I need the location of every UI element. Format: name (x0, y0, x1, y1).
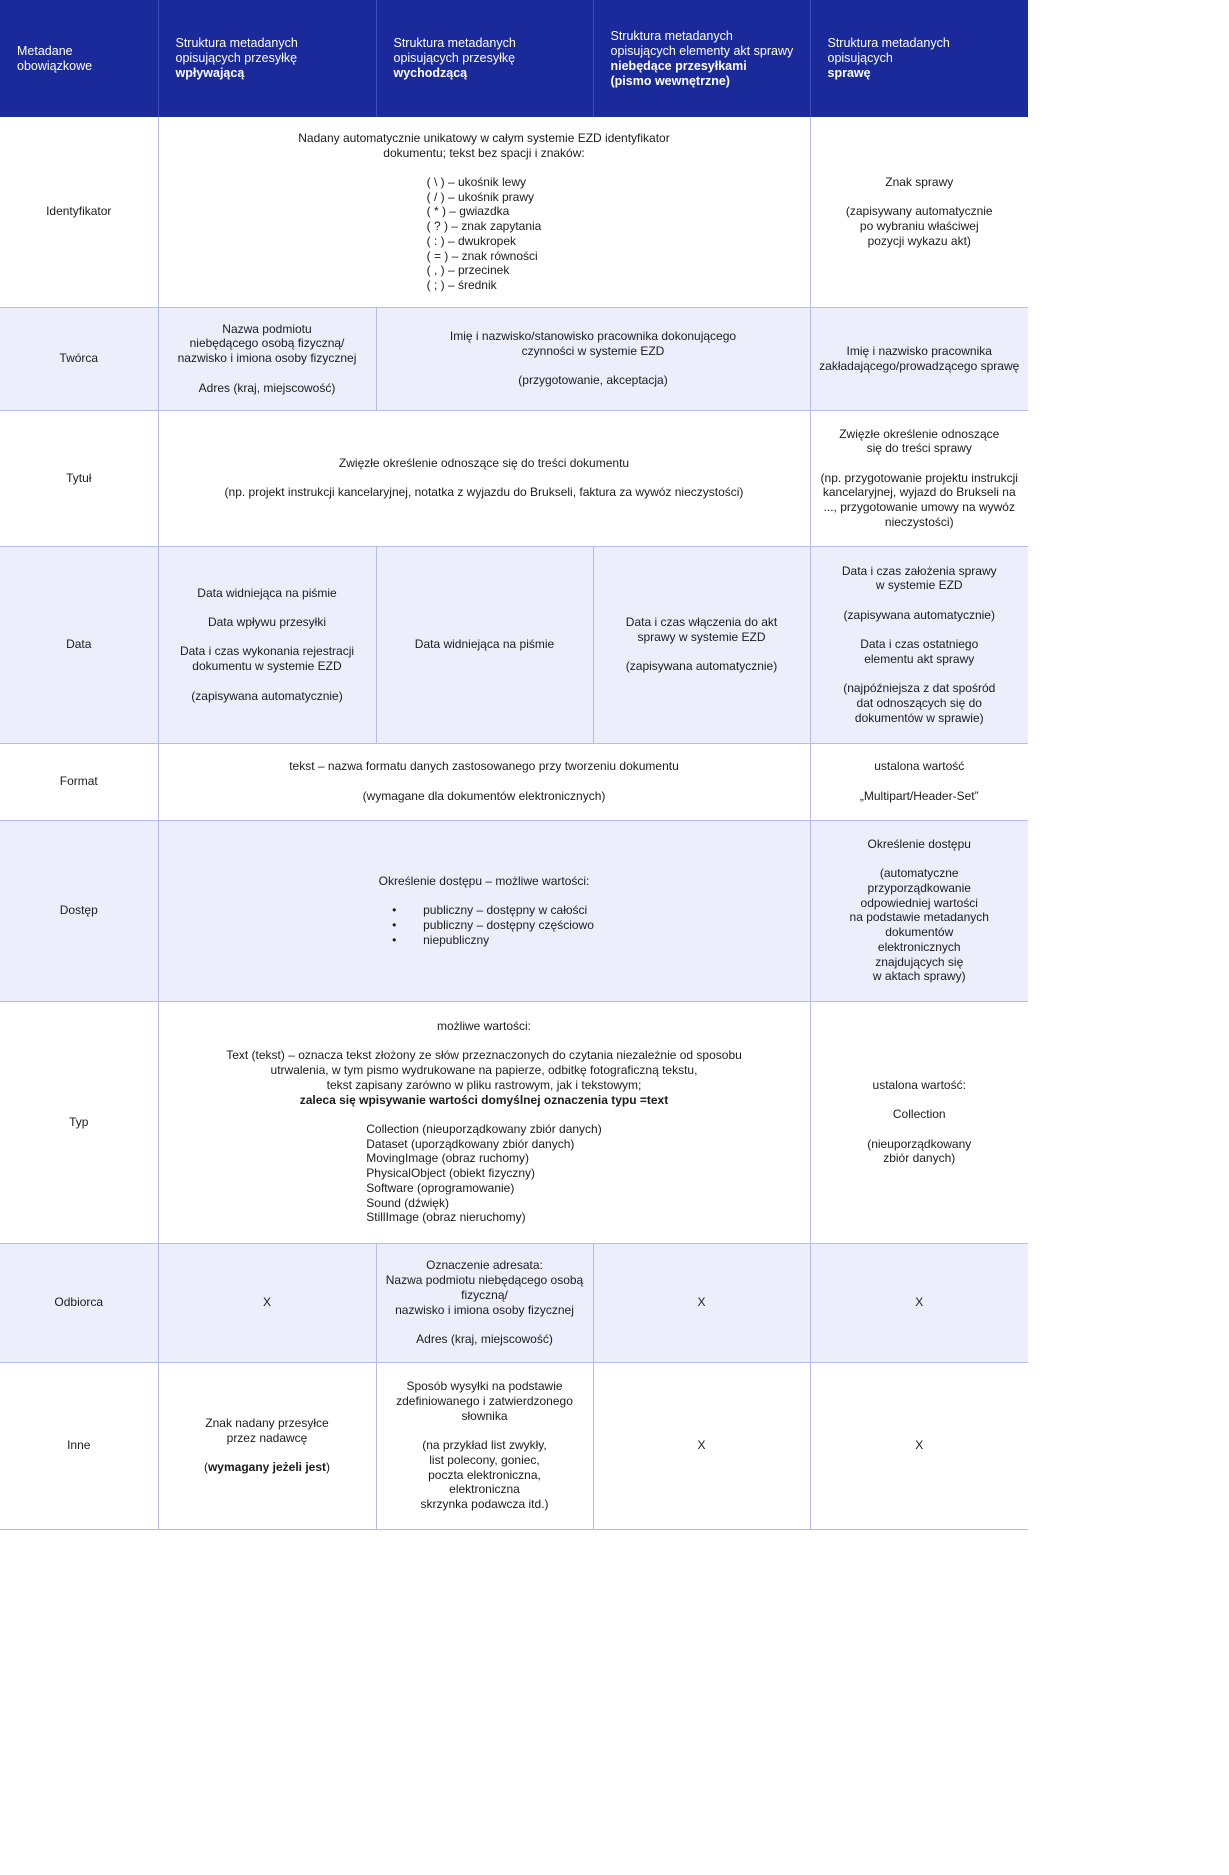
header-przesylka-wplywajaca: Struktura metadanych opisujących przesyłkę wpływającą (158, 0, 376, 117)
row-typ (0, 1001, 1028, 1243)
row-format (0, 743, 1028, 820)
list-item: ( : ) – dwukropek (426, 233, 516, 248)
data-wewnetrzne-cell: Data i czas włączenia do akt sprawy w systemie EZD (zapisywana automatycznie) (593, 546, 810, 743)
inne-sprawa-cell: X (810, 1362, 1028, 1529)
row-odbiorca (0, 1243, 1028, 1362)
data-wplywajaca-cell: Data widniejąca na piśmie Data wpływu przesyłki Data i czas wykonania rejestracji dokumentu w systemie EZD (zapisywana automatycznie) (158, 546, 376, 743)
tytul-sprawa-cell: Zwięzłe określenie odnoszące się do treści sprawy (np. przygotowanie projektu instrukcji kancelaryjnej, wyjazd do Brukseli na ..., przygotowanie umowy na wywóz nieczystości) (810, 410, 1028, 546)
format-cell: tekst – nazwa formatu danych zastosowanego przy tworzeniu dokumentu (wymagane dla dokumentów elektronicznych) (158, 743, 810, 820)
typ-sprawa-cell: ustalona wartość: Collection (nieuporządkowany zbiór danych) (810, 1001, 1028, 1243)
identyfikator-sprawa-cell: Znak sprawy (zapisywany automatycznie po wybraniu właściwej pozycji wykazu akt) (810, 117, 1028, 307)
row-identyfikator (0, 117, 1028, 307)
access-options-list (392, 903, 594, 947)
row-tytul (0, 410, 1028, 546)
list-item: MovingImage (obraz ruchomy) (366, 1151, 529, 1166)
tworca-sprawa-cell: Imię i nazwisko pracownika zakładającego/prowadzącego sprawę (810, 307, 1028, 410)
row-label: Format (0, 743, 158, 820)
row-dostep (0, 820, 1028, 1001)
list-item: • publiczny – dostępny częściowo (392, 918, 594, 933)
row-label: Twórca (0, 307, 158, 410)
tworca-wplywajaca-cell: Nazwa podmiotu niebędącego osobą fizyczną/ nazwisko i imiona osoby fizycznej Adres (kraj, miejscowość) (158, 307, 376, 410)
forbidden-chars-list (427, 175, 542, 293)
format-sprawa-cell: ustalona wartość „Multipart/Header-Set” (810, 743, 1028, 820)
data-wychodzaca-cell: Data widniejąca na piśmie (376, 546, 593, 743)
list-item: Dataset (uporządkowany zbiór danych) (366, 1136, 575, 1151)
list-item: PhysicalObject (obiekt fizyczny) (366, 1166, 535, 1181)
tworca-wychodzaca-cell: Imię i nazwisko/stanowisko pracownika dokonującego czynności w systemie EZD (przygotowanie, akceptacja) (376, 307, 810, 410)
list-item: ( ; ) – średnik (426, 277, 497, 292)
header-metadane: Metadane obowiązkowe (0, 0, 158, 117)
row-label: Inne (0, 1362, 158, 1529)
odbiorca-wychodzaca-cell: Oznaczenie adresata: Nazwa podmiotu niebędącego osobą fizyczną/ nazwisko i imiona osoby fizycznej Adres (kraj, miejscowość) (376, 1243, 593, 1362)
list-item: StillImage (obraz nieruchomy) (366, 1210, 526, 1225)
type-values-list (366, 1122, 601, 1225)
header-przesylka-wychodzaca: Struktura metadanych opisujących przesyłkę wychodzącą (376, 0, 593, 117)
list-item: Sound (dźwięk) (366, 1195, 449, 1210)
list-item: ( ? ) – znak zapytania (426, 219, 542, 234)
row-label: Data (0, 546, 158, 743)
list-item: • publiczny – dostępny w całości (392, 903, 594, 918)
list-item: ( = ) – znak równości (426, 248, 538, 263)
inne-wychodzaca-cell: Sposób wysyłki na podstawie zdefiniowanego i zatwierdzonego słownika (na przykład list zwykły, list polecony, goniec, poczta elektroniczna, elektroniczna skrzynka podawcza itd.) (376, 1362, 593, 1529)
identyfikator-cell: Nadany automatycznie unikatowy w całym systemie EZD identyfikator dokumentu; tekst bez spacji i znaków: ( \ ) – ukośnik lewy ( / ) – ukośnik prawy ( * ) – gwiazdka ( ? ) – znak zapytania ( : ) – dwukropek ( = ) – znak równości ( , ) – przecinek ( ; ) – średnik (158, 117, 810, 307)
typ-cell: możliwe wartości: Text (tekst) – oznacza tekst złożony ze słów przeznaczonych do czytania niezależnie od sposobu utrwalenia, w tym pismo wydrukowane na papierze, odbitkę fotograficzną tekstu, tekst zapisany zarówno w pliku rastrowym, jak i tekstowym; zaleca się wpisywanie wartości domyślnej oznaczenia typu =text Collection (nieuporządkowany zbiór danych) Dataset (uporządkowany zbiór danych) MovingImage (obraz ruchomy) PhysicalObject (obiekt fizyczny) Software (oprogramowanie) Sound (dźwięk) StillImage (obraz nieruchomy) (158, 1001, 810, 1243)
header-row (0, 0, 1028, 117)
inne-wewnetrzne-cell: X (593, 1362, 810, 1529)
header-pismo-wewnetrzne: Struktura metadanych opisujących elementy akt sprawy niebędące przesyłkami (pismo wewnętrzne) (593, 0, 810, 117)
row-tworca (0, 307, 1028, 410)
list-item: Collection (nieuporządkowany zbiór danych) (366, 1121, 602, 1136)
list-item: • niepubliczny (392, 933, 594, 948)
data-sprawa-cell: Data i czas założenia sprawy w systemie EZD (zapisywana automatycznie) Data i czas ostatniego elementu akt sprawy (najpóźniejsza z dat spośród dat odnoszących się do dokumentów w sprawie) (810, 546, 1028, 743)
list-item: Software (oprogramowanie) (366, 1180, 515, 1195)
row-label: Tytuł (0, 410, 158, 546)
odbiorca-wewnetrzne-cell: X (593, 1243, 810, 1362)
odbiorca-sprawa-cell: X (810, 1243, 1028, 1362)
row-label: Identyfikator (0, 117, 158, 307)
row-label: Dostęp (0, 820, 158, 1001)
tytul-cell: Zwięzłe określenie odnoszące się do treści dokumentu (np. projekt instrukcji kancelaryjnej, notatka z wyjazdu do Brukseli, faktura za wywóz nieczystości) (158, 410, 810, 546)
list-item: ( \ ) – ukośnik lewy (426, 174, 526, 189)
odbiorca-wplywajaca-cell: X (158, 1243, 376, 1362)
list-item: ( / ) – ukośnik prawy (426, 189, 534, 204)
row-label: Typ (0, 1001, 158, 1243)
list-item: ( , ) – przecinek (426, 263, 510, 278)
row-inne (0, 1362, 1028, 1529)
inne-wplywajaca-cell: Znak nadany przesyłce przez nadawcę (wymagany jeżeli jest) (158, 1362, 376, 1529)
header-sprawa: Struktura metadanych opisujących sprawę (810, 0, 1028, 117)
list-item: ( * ) – gwiazdka (426, 204, 510, 219)
dostep-cell: Określenie dostępu – możliwe wartości: • publiczny – dostępny w całości • publiczny – dostępny częściowo • niepubliczny (158, 820, 810, 1001)
row-label: Odbiorca (0, 1243, 158, 1362)
row-data (0, 546, 1028, 743)
dostep-sprawa-cell: Określenie dostępu (automatyczne przyporządkowanie odpowiedniej wartości na podstawie metadanych dokumentów elektronicznych znajdujących się w aktach sprawy) (810, 820, 1028, 1001)
